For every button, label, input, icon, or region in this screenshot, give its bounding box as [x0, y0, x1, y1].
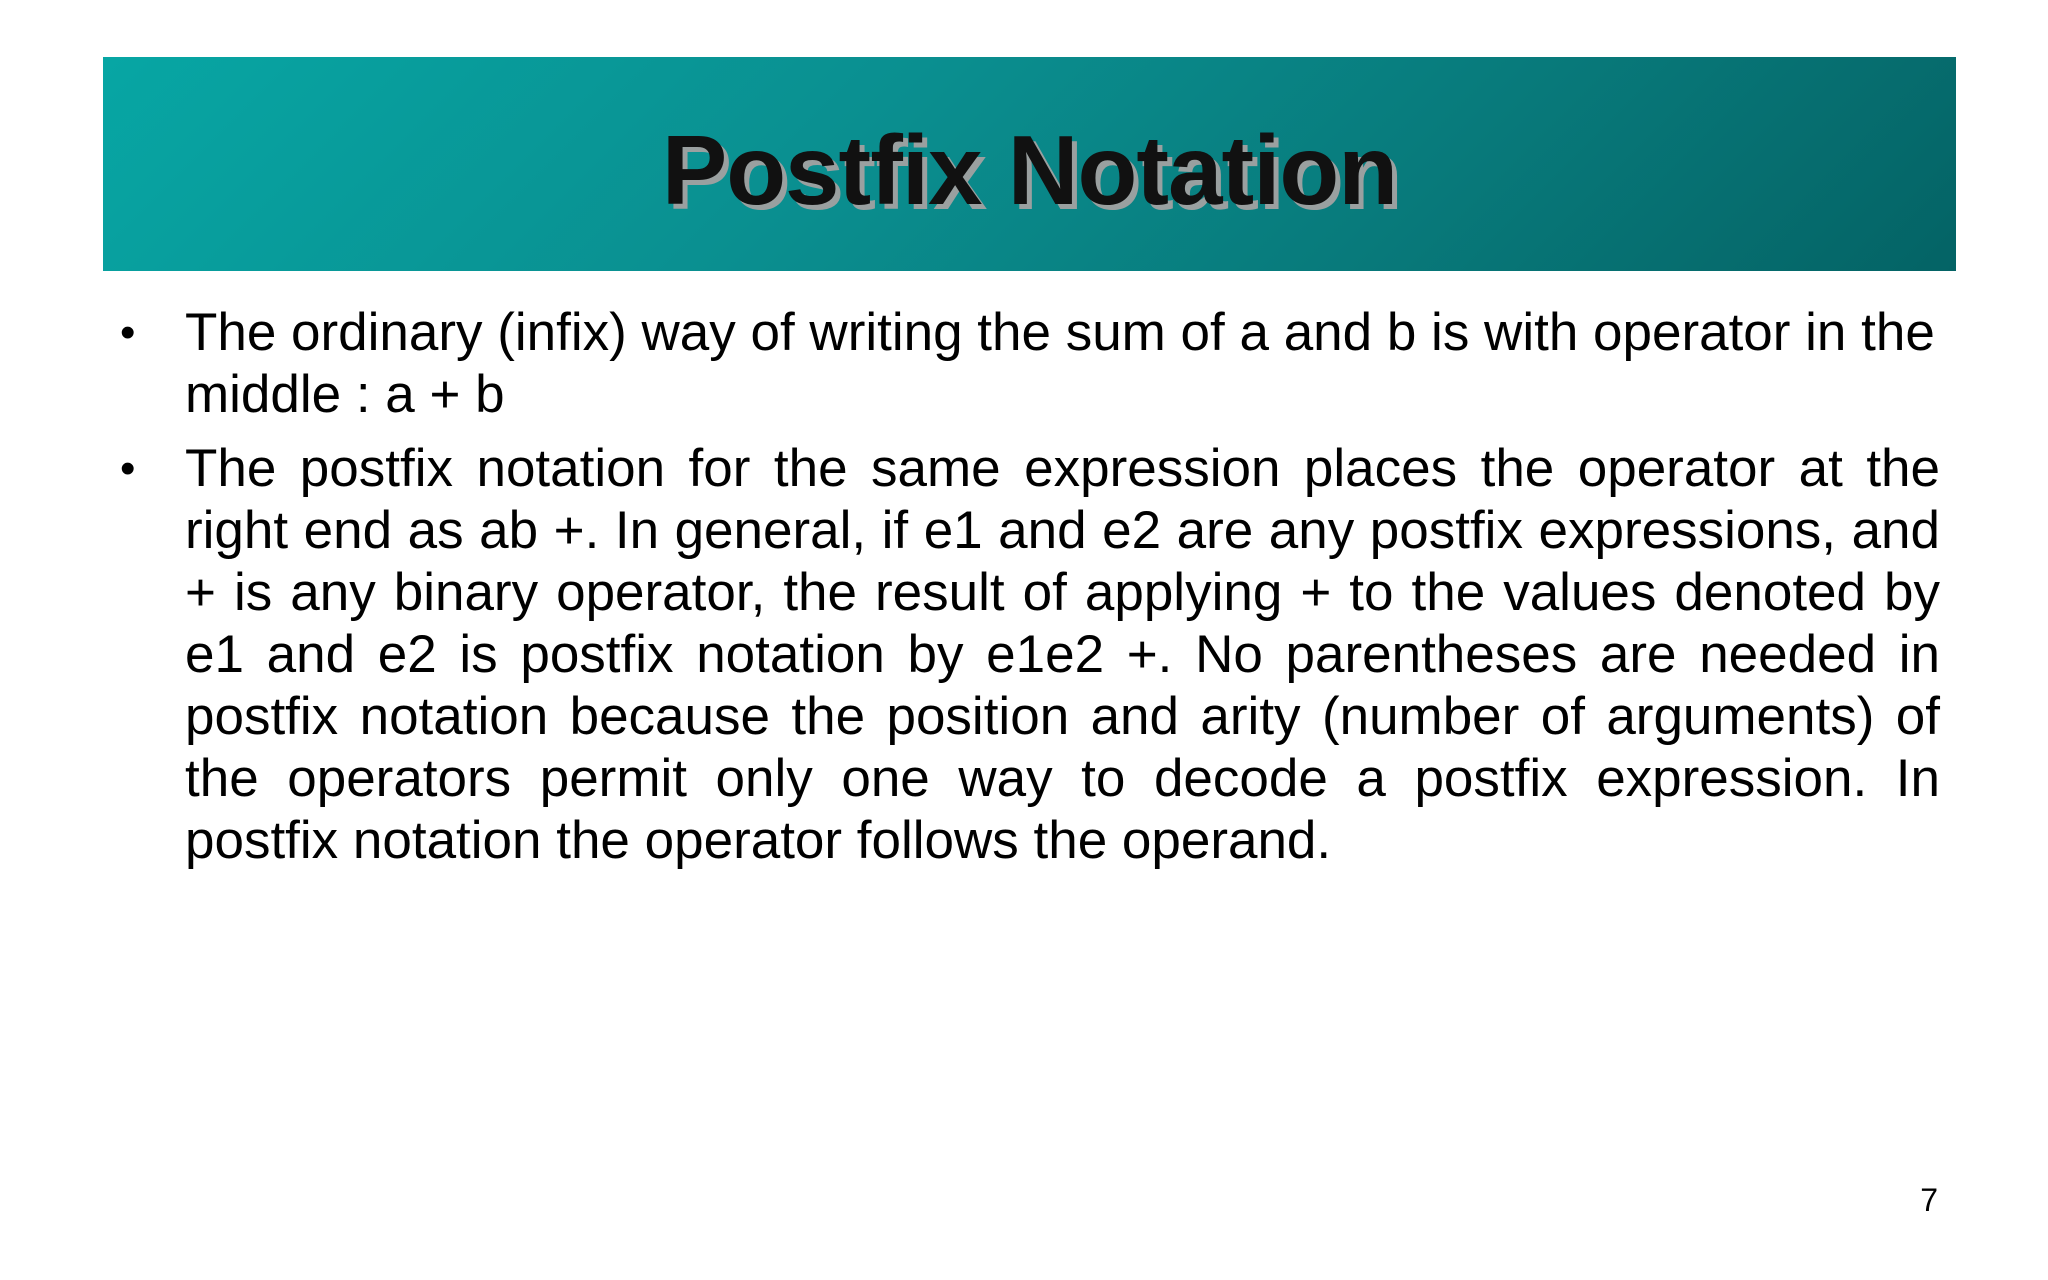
bullet-icon: • [120, 308, 136, 357]
slide-body [115, 302, 1940, 884]
bullet-item [115, 302, 1940, 426]
page-number: 7 [1920, 1182, 1938, 1218]
slide-title: Postfix Notation [661, 114, 1398, 225]
title-bar [103, 57, 1956, 271]
bullet-text: The postfix notation for the same expression places the operator at the right end as ab +. In general, if e1 and e2 are any postfix expressions, and + is any binary operator, the result of applying + to the values denoted by e1 and e2 is postfix notation by e1e2 +. No parentheses are needed in postfix notation because the position and arity (number of arguments) of the operators permit only one way to decode a postfix expression. In postfix notation the operator follows the operand. [185, 439, 1940, 870]
bullet-text: The ordinary (infix) way of writing the sum of a and b is with operator in the middle : a + b [185, 303, 1935, 424]
bullet-item [115, 438, 1940, 872]
bullet-icon: • [120, 444, 136, 493]
